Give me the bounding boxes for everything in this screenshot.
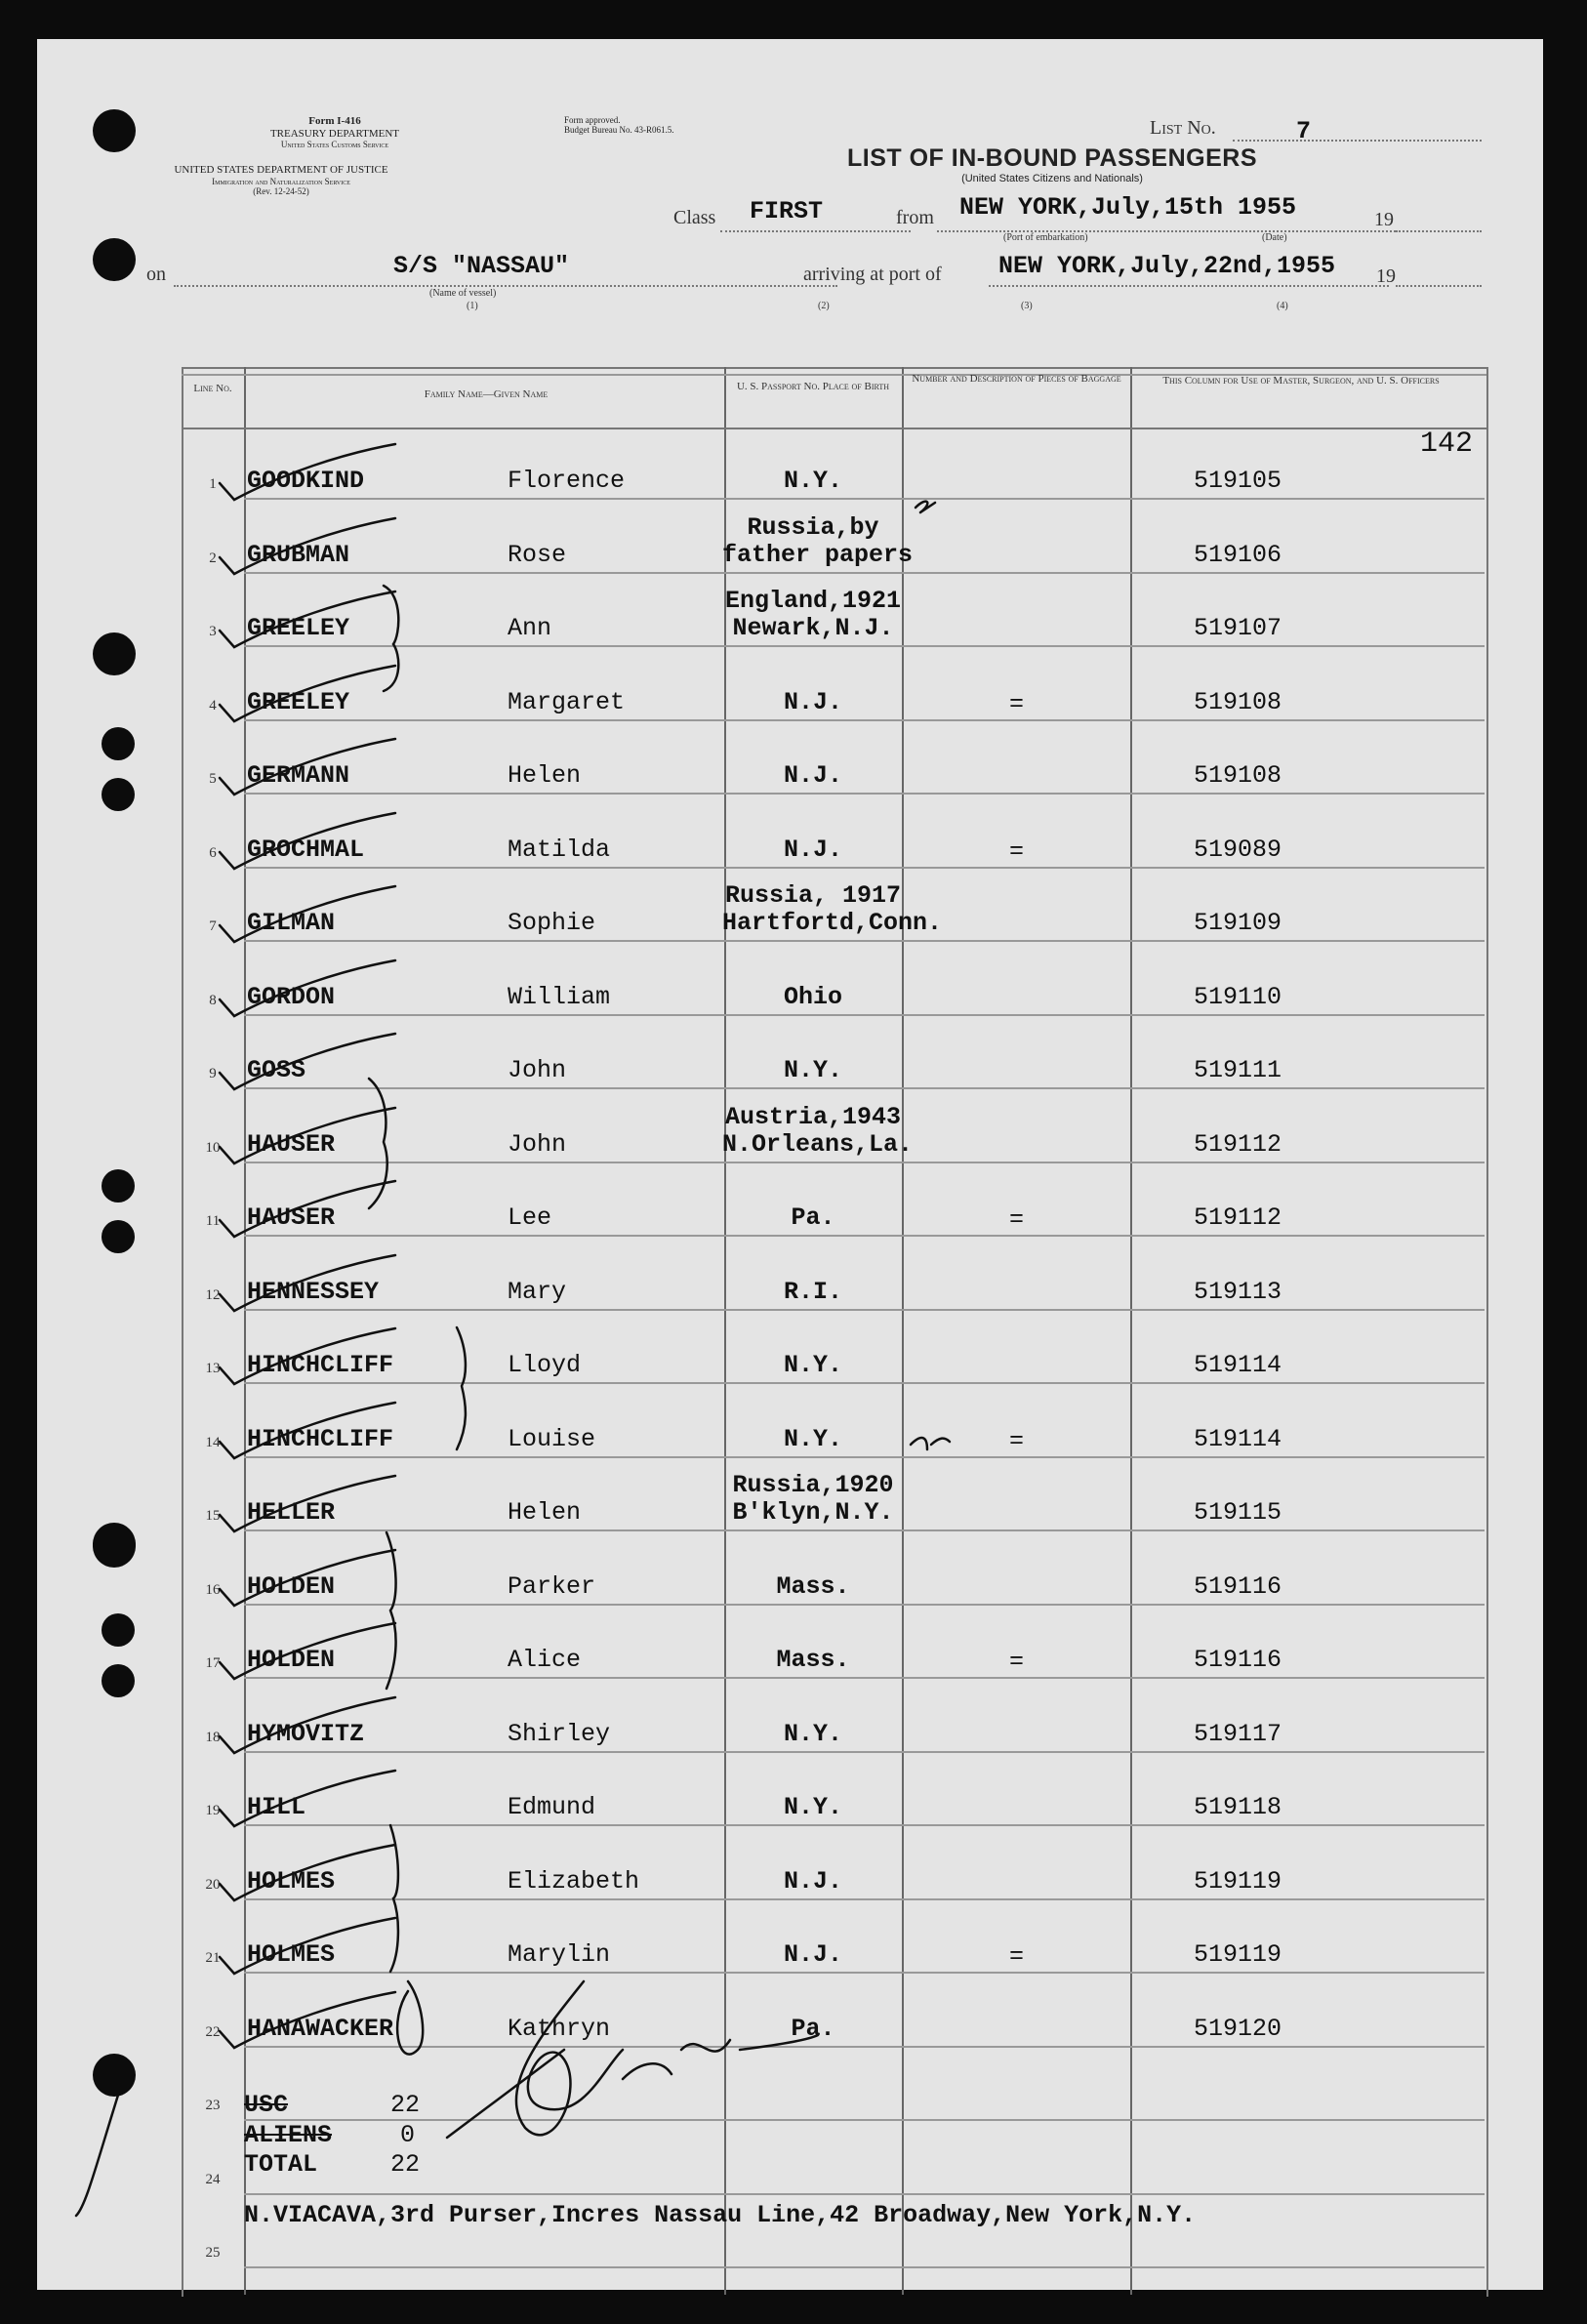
arrival-port-date: NEW YORK,July,22nd,1955 xyxy=(998,252,1336,280)
form-number: Form I-416 xyxy=(308,115,361,127)
line-number: 15 xyxy=(205,1508,221,1524)
budget-bureau: Budget Bureau No. 43-R061.5. xyxy=(564,125,674,136)
line-number: 4 xyxy=(209,697,217,714)
on-label: on xyxy=(146,264,166,285)
birth-place: N.Y. xyxy=(783,467,842,495)
vessel-name: S/S "NASSAU" xyxy=(393,252,570,280)
punch-hole xyxy=(102,1220,135,1253)
family-name: GRUBMAN xyxy=(247,540,350,569)
given-name: Helen xyxy=(508,1498,582,1527)
birth-place: R.I. xyxy=(783,1277,842,1306)
birth-place-line2: Newark,N.J. xyxy=(732,614,894,642)
baggage-ditto: = xyxy=(1009,1205,1025,1234)
passport-number: 519107 xyxy=(1194,614,1282,642)
caption-4: (4) xyxy=(1277,301,1288,311)
revision-label: (Rev. 12-24-52) xyxy=(253,185,309,196)
passport-number: 519117 xyxy=(1194,1719,1282,1748)
passport-number: 519113 xyxy=(1194,1277,1282,1306)
family-name: HANAWACKER xyxy=(247,2014,394,2043)
passport-number: 519109 xyxy=(1194,909,1282,937)
given-name: John xyxy=(508,1056,567,1084)
line-number: 5 xyxy=(209,771,217,787)
birth-place: N.J. xyxy=(783,835,842,864)
given-name: Helen xyxy=(508,761,582,790)
punch-hole xyxy=(102,1613,135,1647)
line-number: 18 xyxy=(205,1729,221,1745)
aliens-label: ALIENS xyxy=(244,2121,333,2149)
punch-hole xyxy=(102,778,135,811)
baggage-ditto: = xyxy=(1009,1426,1025,1455)
birth-place: Pa. xyxy=(791,2014,835,2043)
family-name: GROCHMAL xyxy=(247,835,365,864)
family-name: HINCHCLIFF xyxy=(247,1351,394,1379)
given-name: Shirley xyxy=(508,1719,611,1748)
family-name: HOLDEN xyxy=(247,1646,336,1674)
birth-place-line2: B'klyn,N.Y. xyxy=(732,1498,894,1527)
line-number: 16 xyxy=(205,1581,221,1598)
passport-number: 519112 xyxy=(1194,1129,1282,1159)
family-name: GOSS xyxy=(247,1056,306,1084)
birth-place: N.J. xyxy=(783,1940,842,1969)
family-name: HAUSER xyxy=(247,1129,336,1159)
customs-label: United States Customs Service xyxy=(280,140,389,150)
birth-place-line1: Austria,1943 xyxy=(724,1102,902,1131)
signature-scribble xyxy=(516,1981,623,2135)
form-approved: Form approved. xyxy=(564,115,621,125)
ins-label: Immigration and Naturalization Service xyxy=(212,176,350,186)
manifest-page xyxy=(37,39,1543,2290)
passport-number: 519108 xyxy=(1194,687,1282,716)
passport-number: 519089 xyxy=(1194,835,1282,864)
vessel-caption: (Name of vessel) xyxy=(429,288,497,299)
port-embarkation-caption: (Port of embarkation) xyxy=(1003,232,1088,243)
passport-number: 519120 xyxy=(1194,2014,1282,2043)
family-name: GERMANN xyxy=(247,761,350,790)
family-name: GOODKIND xyxy=(247,467,365,495)
aliens-count: 0 xyxy=(400,2121,416,2149)
birth-place: N.Y. xyxy=(783,1719,842,1748)
passport-number: 519114 xyxy=(1194,1424,1282,1453)
family-name: HENNESSEY xyxy=(247,1277,380,1306)
line-number: 8 xyxy=(209,992,217,1008)
year-prefix-2: 19 xyxy=(1376,265,1396,287)
class-label: Class xyxy=(673,207,716,228)
given-name: William xyxy=(508,982,611,1011)
arriving-label: arriving at port of xyxy=(803,264,942,285)
family-name: HYMOVITZ xyxy=(247,1719,365,1748)
birth-place: N.J. xyxy=(783,761,842,790)
given-name: Elizabeth xyxy=(508,1866,640,1896)
passport-number: 519110 xyxy=(1194,982,1282,1011)
line-number: 1 xyxy=(209,476,217,492)
punch-hole xyxy=(102,1169,135,1203)
punch-hole xyxy=(102,1664,135,1697)
punch-hole xyxy=(93,238,136,281)
given-name: Lee xyxy=(508,1203,552,1232)
line-number: 11 xyxy=(205,1213,221,1229)
passport-number: 519114 xyxy=(1194,1351,1282,1379)
family-name: GILMAN xyxy=(247,909,336,937)
family-name: HELLER xyxy=(247,1498,336,1527)
caption-1: (1) xyxy=(467,301,478,311)
col-header-passport: U. S. Passport No. Place of Birth xyxy=(736,381,890,392)
bracket-holmes xyxy=(390,1825,398,1972)
birth-place: Mass. xyxy=(776,1646,850,1674)
page-stamp: 142 xyxy=(1420,428,1474,461)
line-number: 7 xyxy=(209,918,217,934)
family-name: HOLDEN xyxy=(247,1571,336,1601)
bracket-greeley xyxy=(384,586,398,691)
given-name: Louise xyxy=(508,1424,596,1453)
passport-number: 519108 xyxy=(1194,761,1282,790)
family-name: HILL xyxy=(247,1793,306,1821)
line-number: 17 xyxy=(205,1655,221,1671)
given-name: John xyxy=(508,1129,567,1159)
list-no-value: 7 xyxy=(1296,117,1312,145)
from-value: NEW YORK,July,15th 1955 xyxy=(959,193,1297,222)
passport-number: 519115 xyxy=(1194,1498,1282,1527)
from-label: from xyxy=(896,207,934,228)
line-number: 14 xyxy=(205,1434,221,1450)
line-number: 20 xyxy=(205,1876,221,1893)
family-name: GREELEY xyxy=(247,614,350,642)
punch-hole xyxy=(93,1523,136,1566)
margin-checkmark xyxy=(76,2089,120,2216)
line-number: 21 xyxy=(205,1950,221,1966)
given-name: Marylin xyxy=(508,1940,611,1969)
baggage-ditto: = xyxy=(1009,689,1025,718)
family-name: HAUSER xyxy=(247,1203,336,1232)
passport-number: 519118 xyxy=(1194,1793,1282,1821)
given-name: Parker xyxy=(508,1571,596,1601)
bracket-holden xyxy=(387,1532,396,1689)
birth-place: N.Y. xyxy=(783,1793,842,1821)
family-name: HOLMES xyxy=(247,1866,336,1896)
passport-number: 519106 xyxy=(1194,540,1282,569)
birth-place: N.J. xyxy=(783,687,842,716)
birth-place-line2: father papers xyxy=(722,540,914,569)
birth-place-line1: Russia,by xyxy=(747,512,879,542)
purser-line: N.VIACAVA,3rd Purser,Incres Nassau Line,42 Broadway,New York,N.Y. xyxy=(244,2201,1197,2229)
signature-tail xyxy=(623,2035,818,2079)
col-header-line: Line No. xyxy=(193,383,232,394)
family-name: GORDON xyxy=(247,982,336,1011)
punch-hole xyxy=(93,2054,136,2097)
birth-place-line2: N.Orleans,La. xyxy=(722,1129,914,1159)
date-caption: (Date) xyxy=(1262,232,1287,243)
justice-label: UNITED STATES DEPARTMENT OF JUSTICE xyxy=(174,164,388,176)
birth-place: Mass. xyxy=(776,1571,850,1601)
punch-hole xyxy=(93,109,136,152)
caption-3: (3) xyxy=(1021,301,1033,311)
line-number: 23 xyxy=(205,2098,221,2113)
bracket-hauser xyxy=(369,1079,387,1208)
list-no-label: List No. xyxy=(1150,117,1216,139)
usc-count: 22 xyxy=(390,2091,421,2119)
birth-place-line1: Russia,1920 xyxy=(732,1471,894,1499)
baggage-ditto: = xyxy=(1009,1648,1025,1676)
year-prefix-1: 19 xyxy=(1374,209,1394,230)
birth-place: N.Y. xyxy=(783,1424,842,1453)
family-name: HINCHCLIFF xyxy=(247,1424,394,1453)
line-number: 10 xyxy=(205,1139,221,1156)
given-name: Edmund xyxy=(508,1793,596,1821)
line-number: 3 xyxy=(209,624,217,639)
bracket-hinchcliff xyxy=(457,1327,466,1449)
line-number: 22 xyxy=(205,2023,221,2040)
treasury-label: TREASURY DEPARTMENT xyxy=(269,127,400,140)
birth-place: Ohio xyxy=(783,982,842,1011)
given-name: Lloyd xyxy=(508,1351,582,1379)
form-title: LIST OF IN-BOUND PASSENGERS xyxy=(847,144,1258,172)
col-header-officers: This Column for Use of Master, Surgeon, and U. S. Officers xyxy=(1162,375,1440,387)
passport-number: 519105 xyxy=(1194,467,1282,495)
punch-hole xyxy=(93,632,136,675)
line-number: 19 xyxy=(205,1803,221,1818)
birth-place-line1: Russia, 1917 xyxy=(724,881,902,910)
line-number: 13 xyxy=(205,1361,221,1376)
class-value: FIRST xyxy=(750,197,824,225)
line-number: 9 xyxy=(209,1066,217,1081)
line-number: 12 xyxy=(205,1286,221,1303)
line-number: 2 xyxy=(209,550,217,566)
given-name: Rose xyxy=(508,540,567,569)
family-name: GREELEY xyxy=(247,687,350,716)
given-name: Matilda xyxy=(508,835,611,864)
baggage-ditto: = xyxy=(1009,836,1025,866)
family-name: HOLMES xyxy=(247,1940,336,1969)
birth-place: Pa. xyxy=(791,1203,835,1232)
passport-number: 519116 xyxy=(1194,1571,1282,1601)
given-name: Margaret xyxy=(508,687,626,716)
line-number: 25 xyxy=(205,2245,221,2261)
given-name: Sophie xyxy=(508,909,596,937)
handwritten-marks xyxy=(37,39,1543,2290)
birth-place: N.Y. xyxy=(783,1351,842,1379)
passport-number: 519112 xyxy=(1194,1203,1282,1232)
col-header-name: Family Name—Given Name xyxy=(424,388,549,400)
baggage-ditto: = xyxy=(1009,1942,1025,1971)
given-name: Mary xyxy=(508,1277,567,1306)
usc-label: USC xyxy=(244,2091,289,2119)
caption-2: (2) xyxy=(818,301,830,311)
punch-hole xyxy=(102,727,135,760)
birth-place: N.Y. xyxy=(783,1056,842,1084)
given-name: Ann xyxy=(508,614,552,642)
line-number: 24 xyxy=(205,2171,221,2187)
passport-number: 519116 xyxy=(1194,1646,1282,1674)
birth-place-line2: Hartfortd,Conn. xyxy=(722,909,943,937)
birth-place-line1: England,1921 xyxy=(724,587,902,615)
passport-number: 519119 xyxy=(1194,1940,1282,1969)
line-number: 6 xyxy=(209,844,217,861)
passport-number: 519111 xyxy=(1194,1056,1282,1084)
passport-number: 519119 xyxy=(1194,1866,1282,1896)
birth-place: N.J. xyxy=(783,1866,842,1896)
total-label: TOTAL xyxy=(244,2150,318,2179)
total-count: 22 xyxy=(390,2150,421,2179)
col-header-baggage: Number and Description of Pieces of Baggage xyxy=(912,373,1121,385)
given-name: Alice xyxy=(508,1646,582,1674)
form-subtitle: (United States Citizens and Nationals) xyxy=(961,172,1143,184)
given-name: Kathryn xyxy=(508,2014,611,2043)
given-name: Florence xyxy=(508,467,626,495)
